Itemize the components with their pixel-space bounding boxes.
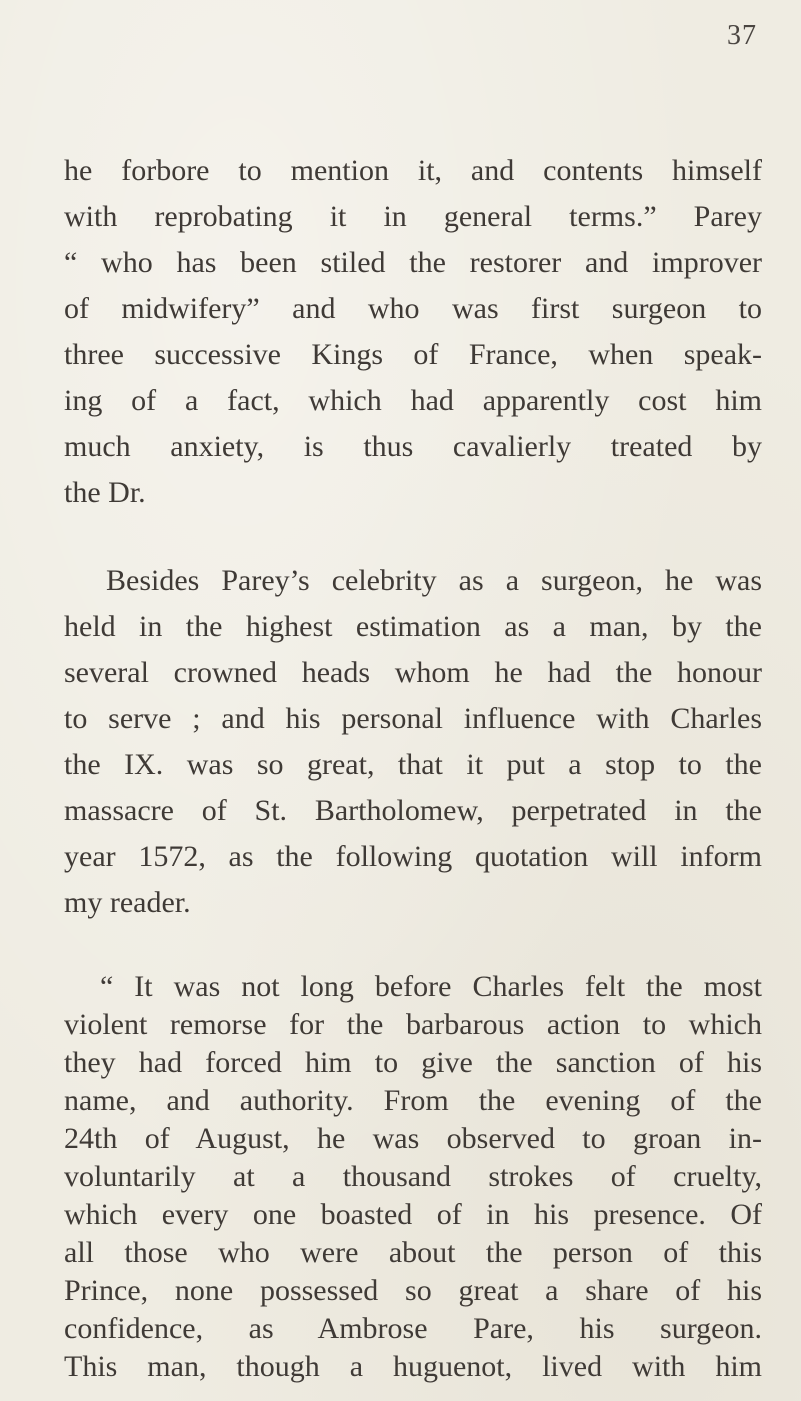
text-line: to serve ; and his personal influence with Charles	[64, 702, 762, 735]
text-line: voluntarily at a thousand strokes of cruelty,	[64, 1160, 762, 1193]
text-line: massacre of St. Bartholomew, perpetrated in the	[64, 794, 762, 827]
text-line: Besides Parey’s celebrity as a surgeon, he was	[106, 564, 762, 597]
text-line: confidence, as Ambrose Pare, his surgeon.	[64, 1312, 762, 1345]
text-line: the Dr.	[64, 476, 146, 509]
text-line: my reader.	[64, 886, 191, 919]
text-line: “ who has been stiled the restorer and improver	[64, 246, 762, 279]
text-line: held in the highest estimation as a man, by the	[64, 610, 762, 643]
text-line: he forbore to mention it, and contents himself	[64, 154, 762, 187]
text-line: Prince, none possessed so great a share of his	[64, 1274, 762, 1307]
text-line: which every one boasted of in his presence. Of	[64, 1198, 762, 1231]
text-line: “ It was not long before Charles felt the most	[100, 970, 762, 1003]
text-line: three successive Kings of France, when speak-	[64, 338, 762, 371]
text-line: the IX. was so great, that it put a stop to the	[64, 748, 762, 781]
text-line: all those who were about the person of this	[64, 1236, 762, 1269]
text-line: ing of a fact, which had apparently cost him	[64, 384, 762, 417]
text-line: name, and authority. From the evening of the	[64, 1084, 762, 1117]
text-line: 24th of August, he was observed to groan in-	[64, 1122, 762, 1155]
page-number: 37	[727, 20, 757, 51]
text-line: violent remorse for the barbarous action to which	[64, 1008, 762, 1041]
text-line: several crowned heads whom he had the honour	[64, 656, 762, 689]
text-line: they had forced him to give the sanction of his	[64, 1046, 762, 1079]
text-line: with reprobating it in general terms.” Parey	[64, 200, 762, 233]
text-line: year 1572, as the following quotation will inform	[64, 840, 762, 873]
text-line: much anxiety, is thus cavalierly treated by	[64, 430, 762, 463]
text-line: of midwifery” and who was first surgeon to	[64, 292, 762, 325]
text-line: This man, though a huguenot, lived with him	[64, 1350, 762, 1383]
